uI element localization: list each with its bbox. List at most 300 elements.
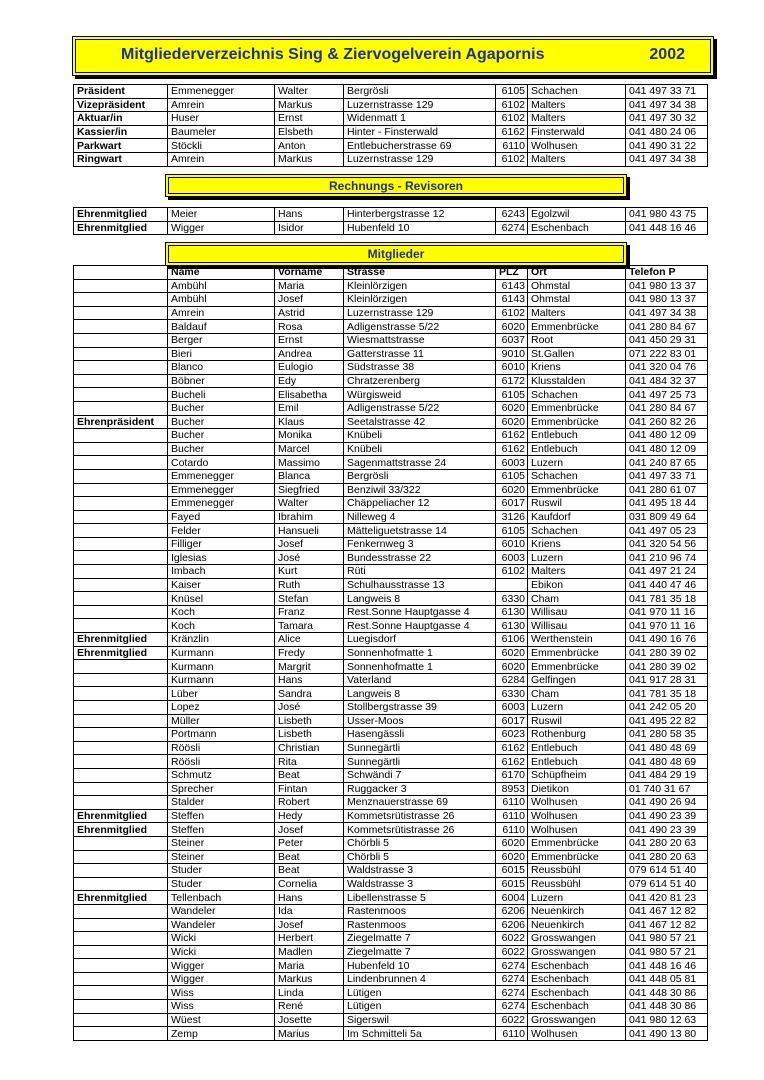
cell-vorname: Josette xyxy=(275,1013,344,1027)
cell-name: Amrein xyxy=(168,98,275,112)
cell-name: Koch xyxy=(168,619,275,633)
cell-telefon: 041 490 23 39 xyxy=(626,823,708,837)
revisoren-title: Rechnungs - Revisoren xyxy=(328,179,464,193)
page-title: Mitgliederverzeichnis Sing & Ziervogelverein Agapornis xyxy=(121,46,545,63)
cell-plz: 6206 xyxy=(496,918,528,932)
cell-vorname: Ida xyxy=(275,904,344,918)
cell-name: Bucher xyxy=(168,442,275,456)
cell-strasse: Hubenfeld 10 xyxy=(344,959,496,973)
cell-name: Schmutz xyxy=(168,768,275,782)
cell-telefon: 041 242 05 20 xyxy=(626,701,708,715)
header-vorname: Vorname xyxy=(275,266,344,280)
page-year: 2002 xyxy=(649,46,685,63)
cell-name: Kurmann xyxy=(168,673,275,687)
table-row xyxy=(74,836,708,850)
cell-strasse: Chörbli 5 xyxy=(344,850,496,864)
cell-plz: 6003 xyxy=(496,551,528,565)
cell-ort: Luzern xyxy=(528,891,626,905)
cell-vorname: Isidor xyxy=(275,221,344,235)
cell-plz: 6106 xyxy=(496,633,528,647)
cell-vorname: Emil xyxy=(275,401,344,415)
cell-strasse: Ruggacker 3 xyxy=(344,782,496,796)
cell-vorname: René xyxy=(275,1000,344,1014)
table-row xyxy=(74,701,708,715)
cell-plz: 6143 xyxy=(496,293,528,307)
cell-strasse: Libellenstrasse 5 xyxy=(344,891,496,905)
cell-telefon: 071 222 83 01 xyxy=(626,347,708,361)
cell-strasse: Im Schmitteli 5a xyxy=(344,1027,496,1041)
cell-role: Ehrenmitglied xyxy=(74,809,168,823)
cell-name: Lopez xyxy=(168,701,275,715)
cell-strasse: Nilleweg 4 xyxy=(344,510,496,524)
cell-plz: 6130 xyxy=(496,605,528,619)
cell-strasse: Luzernstrasse 129 xyxy=(344,306,496,320)
cell-role xyxy=(74,768,168,782)
cell-plz: 8953 xyxy=(496,782,528,796)
cell-name: Steffen xyxy=(168,809,275,823)
cell-plz: 6143 xyxy=(496,279,528,293)
cell-plz: 6284 xyxy=(496,673,528,687)
cell-name: Steiner xyxy=(168,850,275,864)
cell-role xyxy=(74,333,168,347)
cell-name: Berger xyxy=(168,333,275,347)
cell-telefon: 041 490 16 76 xyxy=(626,633,708,647)
cell-name: Ambühl xyxy=(168,293,275,307)
cell-ort: Schachen xyxy=(528,469,626,483)
table-row xyxy=(74,469,708,483)
cell-plz: 6022 xyxy=(496,945,528,959)
table-row xyxy=(74,578,708,592)
cell-role xyxy=(74,469,168,483)
cell-strasse: Bergrösli xyxy=(344,85,496,99)
table-row xyxy=(74,429,708,443)
cell-name: Kaiser xyxy=(168,578,275,592)
cell-ort: Malters xyxy=(528,112,626,126)
members-table xyxy=(73,265,708,1041)
cell-plz: 6274 xyxy=(496,1000,528,1014)
cell-ort: Emmenbrücke xyxy=(528,320,626,334)
table-row xyxy=(74,660,708,674)
cell-role xyxy=(74,524,168,538)
cell-vorname: Blanca xyxy=(275,469,344,483)
cell-ort: Emmenbrücke xyxy=(528,415,626,429)
cell-name: Stöckli xyxy=(168,139,275,153)
cell-role xyxy=(74,456,168,470)
cell-role xyxy=(74,429,168,443)
cell-plz: 6022 xyxy=(496,1013,528,1027)
cell-vorname: Josef xyxy=(275,537,344,551)
cell-plz: 6017 xyxy=(496,497,528,511)
cell-strasse: Ziegelmatte 7 xyxy=(344,945,496,959)
cell-ort: Wolhusen xyxy=(528,796,626,810)
cell-vorname: Herbert xyxy=(275,932,344,946)
cell-plz: 6004 xyxy=(496,891,528,905)
cell-strasse: Rest.Sonne Hauptgasse 4 xyxy=(344,619,496,633)
cell-ort: Malters xyxy=(528,565,626,579)
cell-telefon: 079 614 51 40 xyxy=(626,877,708,891)
cell-strasse: Chratzerenberg xyxy=(344,374,496,388)
cell-vorname: Lisbeth xyxy=(275,714,344,728)
cell-strasse: Mätteliguetstrasse 14 xyxy=(344,524,496,538)
cell-plz: 6110 xyxy=(496,796,528,810)
table-row xyxy=(74,374,708,388)
cell-telefon: 01 740 31 67 xyxy=(626,782,708,796)
cell-role xyxy=(74,374,168,388)
cell-telefon: 041 980 43 75 xyxy=(626,208,708,222)
cell-strasse: Sagenmattstrasse 24 xyxy=(344,456,496,470)
cell-plz: 6110 xyxy=(496,823,528,837)
cell-plz: 6102 xyxy=(496,112,528,126)
cell-telefon: 041 490 13 80 xyxy=(626,1027,708,1041)
cell-strasse: Benziwil 33/322 xyxy=(344,483,496,497)
cell-strasse: Rüti xyxy=(344,565,496,579)
cell-strasse: Luzernstrasse 129 xyxy=(344,152,496,166)
cell-strasse: Luegisdorf xyxy=(344,633,496,647)
cell-vorname: Margrit xyxy=(275,660,344,674)
cell-name: Wiss xyxy=(168,986,275,1000)
cell-vorname: Astrid xyxy=(275,306,344,320)
table-row xyxy=(74,497,708,511)
cell-ort: Eschenbach xyxy=(528,1000,626,1014)
table-row xyxy=(74,361,708,375)
table-row xyxy=(74,306,708,320)
cell-name: Baumeler xyxy=(168,125,275,139)
cell-name: Röösli xyxy=(168,755,275,769)
cell-vorname: Josef xyxy=(275,293,344,307)
cell-telefon: 041 480 12 09 xyxy=(626,442,708,456)
cell-role xyxy=(74,877,168,891)
cell-role: Parkwart xyxy=(74,139,168,153)
cell-telefon: 041 495 22 82 xyxy=(626,714,708,728)
cell-role xyxy=(74,972,168,986)
cell-plz: 6020 xyxy=(496,660,528,674)
table-row xyxy=(74,959,708,973)
cell-vorname: Hansueli xyxy=(275,524,344,538)
cell-name: Lüber xyxy=(168,687,275,701)
board-body xyxy=(74,85,708,167)
cell-ort: Eschenbach xyxy=(528,221,626,235)
cell-ort: Schachen xyxy=(528,524,626,538)
table-row xyxy=(74,112,708,126)
cell-plz: 6330 xyxy=(496,687,528,701)
cell-vorname: Ruth xyxy=(275,578,344,592)
cell-role: Ehrenpräsident xyxy=(74,415,168,429)
cell-ort: Wolhusen xyxy=(528,139,626,153)
cell-ort: Schüpfheim xyxy=(528,768,626,782)
table-row xyxy=(74,728,708,742)
cell-plz: 6003 xyxy=(496,456,528,470)
table-row xyxy=(74,823,708,837)
cell-vorname: Sandra xyxy=(275,687,344,701)
cell-name: Zemp xyxy=(168,1027,275,1041)
cell-name: Kurmann xyxy=(168,646,275,660)
cell-role xyxy=(74,483,168,497)
cell-name: Iglesias xyxy=(168,551,275,565)
cell-role xyxy=(74,306,168,320)
cell-role xyxy=(74,918,168,932)
cell-vorname: Cornelia xyxy=(275,877,344,891)
cell-telefon: 041 467 12 82 xyxy=(626,904,708,918)
cell-strasse: Lütigen xyxy=(344,986,496,1000)
cell-telefon: 041 280 20 63 xyxy=(626,836,708,850)
cell-ort: Willisau xyxy=(528,619,626,633)
cell-ort: Wolhusen xyxy=(528,809,626,823)
members-header-row xyxy=(74,266,708,280)
cell-role: Ehrenmitglied xyxy=(74,221,168,235)
header-name: Name xyxy=(168,266,275,280)
cell-telefon: 041 280 20 63 xyxy=(626,850,708,864)
cell-name: Wüest xyxy=(168,1013,275,1027)
cell-telefon: 041 480 24 06 xyxy=(626,125,708,139)
cell-vorname: Alice xyxy=(275,633,344,647)
table-row xyxy=(74,1027,708,1041)
cell-strasse: Schulhausstrasse 13 xyxy=(344,578,496,592)
cell-plz: 3126 xyxy=(496,510,528,524)
cell-telefon: 041 980 12 63 xyxy=(626,1013,708,1027)
cell-plz: 9010 xyxy=(496,347,528,361)
cell-plz: 6015 xyxy=(496,877,528,891)
cell-ort: Kaufdorf xyxy=(528,510,626,524)
cell-plz: 6037 xyxy=(496,333,528,347)
cell-strasse: Kleinlörzigen xyxy=(344,293,496,307)
cell-role: Ehrenmitglied xyxy=(74,891,168,905)
header-role-cell xyxy=(74,266,168,280)
cell-telefon: 041 210 96 74 xyxy=(626,551,708,565)
cell-telefon: 041 280 84 67 xyxy=(626,401,708,415)
table-row xyxy=(74,333,708,347)
cell-vorname: Marcel xyxy=(275,442,344,456)
cell-ort: Ohmstal xyxy=(528,279,626,293)
cell-strasse: Wiesmattstrasse xyxy=(344,333,496,347)
cell-plz: 6020 xyxy=(496,320,528,334)
cell-strasse: Menznauerstrasse 69 xyxy=(344,796,496,810)
cell-role xyxy=(74,510,168,524)
cell-vorname: Marius xyxy=(275,1027,344,1041)
cell-name: Bucher xyxy=(168,415,275,429)
cell-strasse: Lütigen xyxy=(344,1000,496,1014)
cell-strasse: Sunnegärtli xyxy=(344,755,496,769)
cell-name: Tellenbach xyxy=(168,891,275,905)
cell-telefon: 041 970 11 16 xyxy=(626,605,708,619)
cell-role xyxy=(74,279,168,293)
cell-role xyxy=(74,660,168,674)
table-row xyxy=(74,320,708,334)
cell-strasse: Schwändi 7 xyxy=(344,768,496,782)
cell-role xyxy=(74,945,168,959)
cell-plz: 6162 xyxy=(496,755,528,769)
cell-telefon: 041 280 61 07 xyxy=(626,483,708,497)
cell-strasse: Hinterbergstrasse 12 xyxy=(344,208,496,222)
cell-vorname: Stefan xyxy=(275,592,344,606)
members-body xyxy=(74,279,708,1040)
cell-ort: Reussbühl xyxy=(528,877,626,891)
cell-role: Aktuar/in xyxy=(74,112,168,126)
cell-name: Amrein xyxy=(168,306,275,320)
cell-vorname: Monika xyxy=(275,429,344,443)
header-plz: PLZ xyxy=(496,266,528,280)
cell-role xyxy=(74,619,168,633)
cell-role xyxy=(74,361,168,375)
cell-plz: 6017 xyxy=(496,714,528,728)
cell-strasse: Sonnenhofmatte 1 xyxy=(344,660,496,674)
table-row xyxy=(74,891,708,905)
cell-name: Steffen xyxy=(168,823,275,837)
cell-plz: 6110 xyxy=(496,1027,528,1041)
cell-strasse: Langweis 8 xyxy=(344,687,496,701)
cell-vorname: Linda xyxy=(275,986,344,1000)
cell-ort: Ebikon xyxy=(528,578,626,592)
cell-telefon: 041 497 25 73 xyxy=(626,388,708,402)
cell-name: Koch xyxy=(168,605,275,619)
cell-role: Ehrenmitglied xyxy=(74,633,168,647)
cell-name: Imbach xyxy=(168,565,275,579)
table-row xyxy=(74,782,708,796)
table-row xyxy=(74,347,708,361)
cell-ort: Luzern xyxy=(528,456,626,470)
cell-telefon: 041 484 29 19 xyxy=(626,768,708,782)
cell-ort: Neuenkirch xyxy=(528,904,626,918)
cell-ort: Grosswangen xyxy=(528,932,626,946)
cell-ort: Eschenbach xyxy=(528,986,626,1000)
cell-ort: Malters xyxy=(528,98,626,112)
cell-telefon: 041 280 58 35 xyxy=(626,728,708,742)
cell-role xyxy=(74,728,168,742)
cell-ort: Malters xyxy=(528,152,626,166)
revisoren-body xyxy=(74,208,708,235)
table-row xyxy=(74,932,708,946)
cell-strasse: Sonnenhofmatte 1 xyxy=(344,646,496,660)
cell-plz: 6020 xyxy=(496,646,528,660)
cell-name: Böbner xyxy=(168,374,275,388)
cell-vorname: Elisabetha xyxy=(275,388,344,402)
cell-name: Steiner xyxy=(168,836,275,850)
table-row xyxy=(74,208,708,222)
title-banner xyxy=(72,36,714,76)
cell-strasse: Adligenstrasse 5/22 xyxy=(344,320,496,334)
table-row xyxy=(74,293,708,307)
cell-strasse: Sigerswil xyxy=(344,1013,496,1027)
cell-role xyxy=(74,1013,168,1027)
cell-telefon: 041 980 57 21 xyxy=(626,945,708,959)
cell-plz: 6105 xyxy=(496,469,528,483)
cell-name: Emmenegger xyxy=(168,469,275,483)
cell-role xyxy=(74,1027,168,1041)
cell-plz: 6274 xyxy=(496,959,528,973)
table-row xyxy=(74,221,708,235)
cell-ort: Wolhusen xyxy=(528,823,626,837)
cell-strasse: Vaterland xyxy=(344,673,496,687)
cell-vorname: Fintan xyxy=(275,782,344,796)
cell-strasse: Bergrösli xyxy=(344,469,496,483)
cell-telefon: 041 970 11 16 xyxy=(626,619,708,633)
table-row xyxy=(74,809,708,823)
cell-telefon: 079 614 51 40 xyxy=(626,864,708,878)
cell-name: Amrein xyxy=(168,152,275,166)
cell-plz: 6162 xyxy=(496,741,528,755)
table-row xyxy=(74,714,708,728)
cell-role xyxy=(74,755,168,769)
cell-role xyxy=(74,932,168,946)
cell-telefon: 041 497 34 38 xyxy=(626,306,708,320)
cell-role: Ringwart xyxy=(74,152,168,166)
cell-role xyxy=(74,592,168,606)
cell-ort: Schachen xyxy=(528,85,626,99)
cell-telefon: 041 240 87 65 xyxy=(626,456,708,470)
cell-vorname: Tamara xyxy=(275,619,344,633)
table-row xyxy=(74,918,708,932)
cell-vorname: Kurt xyxy=(275,565,344,579)
cell-ort: Rothenburg xyxy=(528,728,626,742)
cell-role xyxy=(74,701,168,715)
cell-plz: 6172 xyxy=(496,374,528,388)
cell-telefon: 041 484 32 37 xyxy=(626,374,708,388)
cell-strasse: Ziegelmatte 7 xyxy=(344,932,496,946)
cell-ort: Grosswangen xyxy=(528,945,626,959)
cell-vorname: Walter xyxy=(275,85,344,99)
cell-name: Felder xyxy=(168,524,275,538)
cell-ort: Ruswil xyxy=(528,497,626,511)
table-row xyxy=(74,1013,708,1027)
table-row xyxy=(74,510,708,524)
cell-plz: 6020 xyxy=(496,850,528,864)
cell-name: Röösli xyxy=(168,741,275,755)
cell-role xyxy=(74,741,168,755)
cell-plz: 6162 xyxy=(496,429,528,443)
cell-role xyxy=(74,959,168,973)
cell-role xyxy=(74,904,168,918)
cell-strasse: Kommetsrütistrasse 26 xyxy=(344,823,496,837)
cell-role xyxy=(74,714,168,728)
cell-strasse: Entlebucherstrasse 69 xyxy=(344,139,496,153)
cell-name: Filliger xyxy=(168,537,275,551)
table-row xyxy=(74,755,708,769)
table-row xyxy=(74,904,708,918)
cell-telefon: 041 320 54 56 xyxy=(626,537,708,551)
cell-vorname: Klaus xyxy=(275,415,344,429)
cell-vorname: Rita xyxy=(275,755,344,769)
cell-plz: 6330 xyxy=(496,592,528,606)
cell-vorname: Ernst xyxy=(275,112,344,126)
cell-ort: Emmenbrücke xyxy=(528,836,626,850)
cell-name: Blanco xyxy=(168,361,275,375)
cell-vorname: Markus xyxy=(275,152,344,166)
cell-name: Wigger xyxy=(168,959,275,973)
cell-plz: 6102 xyxy=(496,565,528,579)
cell-ort: Werthenstein xyxy=(528,633,626,647)
cell-role xyxy=(74,537,168,551)
cell-ort: Root xyxy=(528,333,626,347)
cell-role xyxy=(74,605,168,619)
cell-plz: 6010 xyxy=(496,537,528,551)
cell-ort: Malters xyxy=(528,306,626,320)
cell-name: Bucheli xyxy=(168,388,275,402)
cell-telefon: 041 420 81 23 xyxy=(626,891,708,905)
cell-vorname: Anton xyxy=(275,139,344,153)
cell-vorname: Franz xyxy=(275,605,344,619)
cell-plz: 6170 xyxy=(496,768,528,782)
cell-plz: 6162 xyxy=(496,442,528,456)
cell-strasse: Knübeli xyxy=(344,442,496,456)
cell-role xyxy=(74,347,168,361)
cell-name: Studer xyxy=(168,877,275,891)
cell-telefon: 041 497 05 23 xyxy=(626,524,708,538)
cell-plz: 6110 xyxy=(496,809,528,823)
header-ort: Ort xyxy=(528,266,626,280)
cell-name: Wigger xyxy=(168,221,275,235)
cell-role: Vizepräsident xyxy=(74,98,168,112)
cell-telefon: 041 490 23 39 xyxy=(626,809,708,823)
cell-telefon: 041 497 21 24 xyxy=(626,565,708,579)
